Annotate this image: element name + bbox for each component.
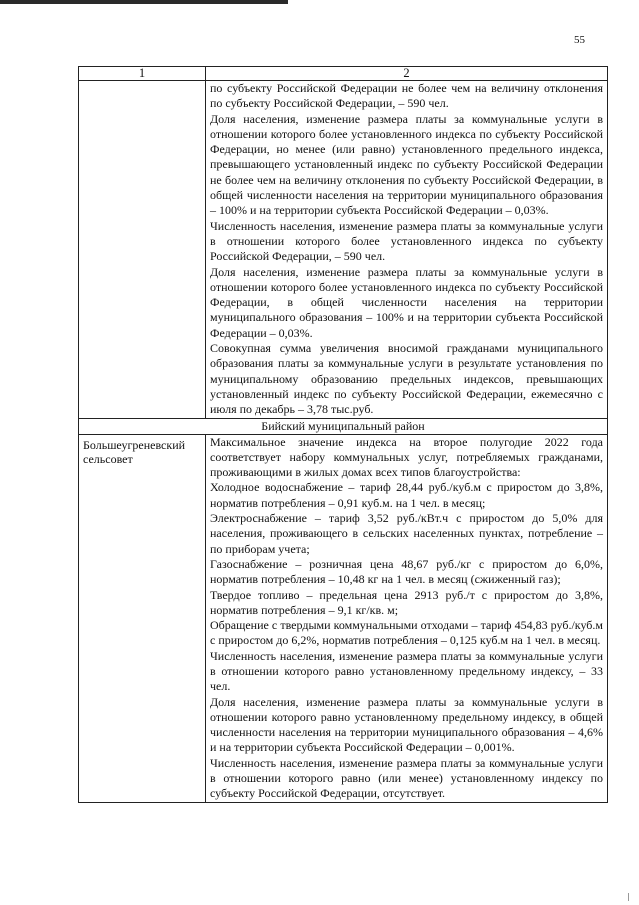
paragraph: Холодное водоснабжение – тариф 28,44 руб./куб.м с приростом до 3,8%, норматив потребления – 0,91 куб.м. на 1 чел. в месяц; <box>210 480 603 510</box>
section-row <box>79 418 608 434</box>
scan-edge-mark <box>0 0 288 4</box>
paragraph: Твердое топливо – предельная цена 2913 руб./т с приростом до 3,8%, норматив потребления – 9,1 кг/кв. м; <box>210 587 603 617</box>
header-cell-1: 1 <box>79 67 206 81</box>
description-cell <box>206 81 608 419</box>
paragraph: Численность населения, изменение размера платы за коммунальные услуги в отношении которого равно (или менее) установленному индексу по субъекту Российской Федерации, отсутствует. <box>210 755 603 801</box>
paragraph: Численность населения, изменение размера платы за коммунальные услуги в отношении которого равно установленному предельному индексу, – 33 чел. <box>210 648 603 694</box>
document-table <box>78 66 608 803</box>
paragraph: Доля населения, изменение размера платы за коммунальные услуги в отношении которого равно установленному предельному индексу, в общей численности населения на территории муниципального образования – 4,6% и на территории субъекта Российской Федерации – 0,001%. <box>210 694 603 755</box>
paragraph: по субъекту Российской Федерации не более чем на величину отклонения по субъекту Российской Федерации, – 590 чел. <box>210 81 603 111</box>
paragraph: Газоснабжение – розничная цена 48,67 руб./кг с приростом до 6,0%, норматив потребления – 10,48 кг на 1 чел. в месяц (сжиженный газ); <box>210 556 603 587</box>
description-cell <box>206 434 608 802</box>
paragraph: Доля населения, изменение размера платы за коммунальные услуги в отношении которого более установленного индекса по субъекту Российской Федерации, но менее (или равно) установленного предельного индекса, превышающего установленный индекс по субъекту Российской Федерации не более чем на величину отклонения по субъекту Российской Федерации, в общей численности населения на территории муниципального образования – 100% и на территории субъекта Российской Федерации – 0,03%. <box>210 111 603 218</box>
scan-edge-mark <box>628 893 629 901</box>
municipality-name: Большеугреневский сельсовет <box>79 434 206 802</box>
header-cell-2: 2 <box>206 67 608 81</box>
paragraph: Численность населения, изменение размера платы за коммунальные услуги в отношении которого более установленного индекса по субъекту Российской Федерации, – 590 чел. <box>210 218 603 264</box>
paragraph: Доля населения, изменение размера платы за коммунальные услуги в отношении которого более установленного индекса по субъекту Российской Федерации, в общей численности населения на территории муниципального образования – 100% и на территории субъекта Российской Федерации – 0,03%. <box>210 264 603 340</box>
empty-name-cell <box>79 81 206 419</box>
section-title: Бийский муниципальный район <box>79 418 608 434</box>
paragraph: Совокупная сумма увеличения вносимой гражданами муниципального образования платы за коммунальные услуги в результате установления по муниципальному образованию предельных индексов, превышающих установленный индекс по субъекту Российской Федерации, ежемесячно с июля по декабрь – 3,78 тыс.руб. <box>210 341 603 417</box>
page-number: 55 <box>574 34 585 46</box>
table-header-row <box>79 67 608 81</box>
paragraph: Электроснабжение – тариф 3,52 руб./кВт.ч с приростом до 5,0% для населения, проживающего в сельских населенных пунктах, потребление – по приборам учета; <box>210 511 603 556</box>
paragraph: Обращение с твердыми коммунальными отходами – тариф 454,83 руб./куб.м с приростом до 6,2%, норматив потребления – 0,125 куб.м на 1 чел. в месяц. <box>210 618 603 648</box>
paragraph: Максимальное значение индекса на второе полугодие 2022 года соответствует набору коммунальных услуг, потребляемых гражданами, проживающими в жилых домах всех типов благоустройства: <box>210 434 603 480</box>
table-row <box>79 434 608 802</box>
table-row <box>79 81 608 419</box>
